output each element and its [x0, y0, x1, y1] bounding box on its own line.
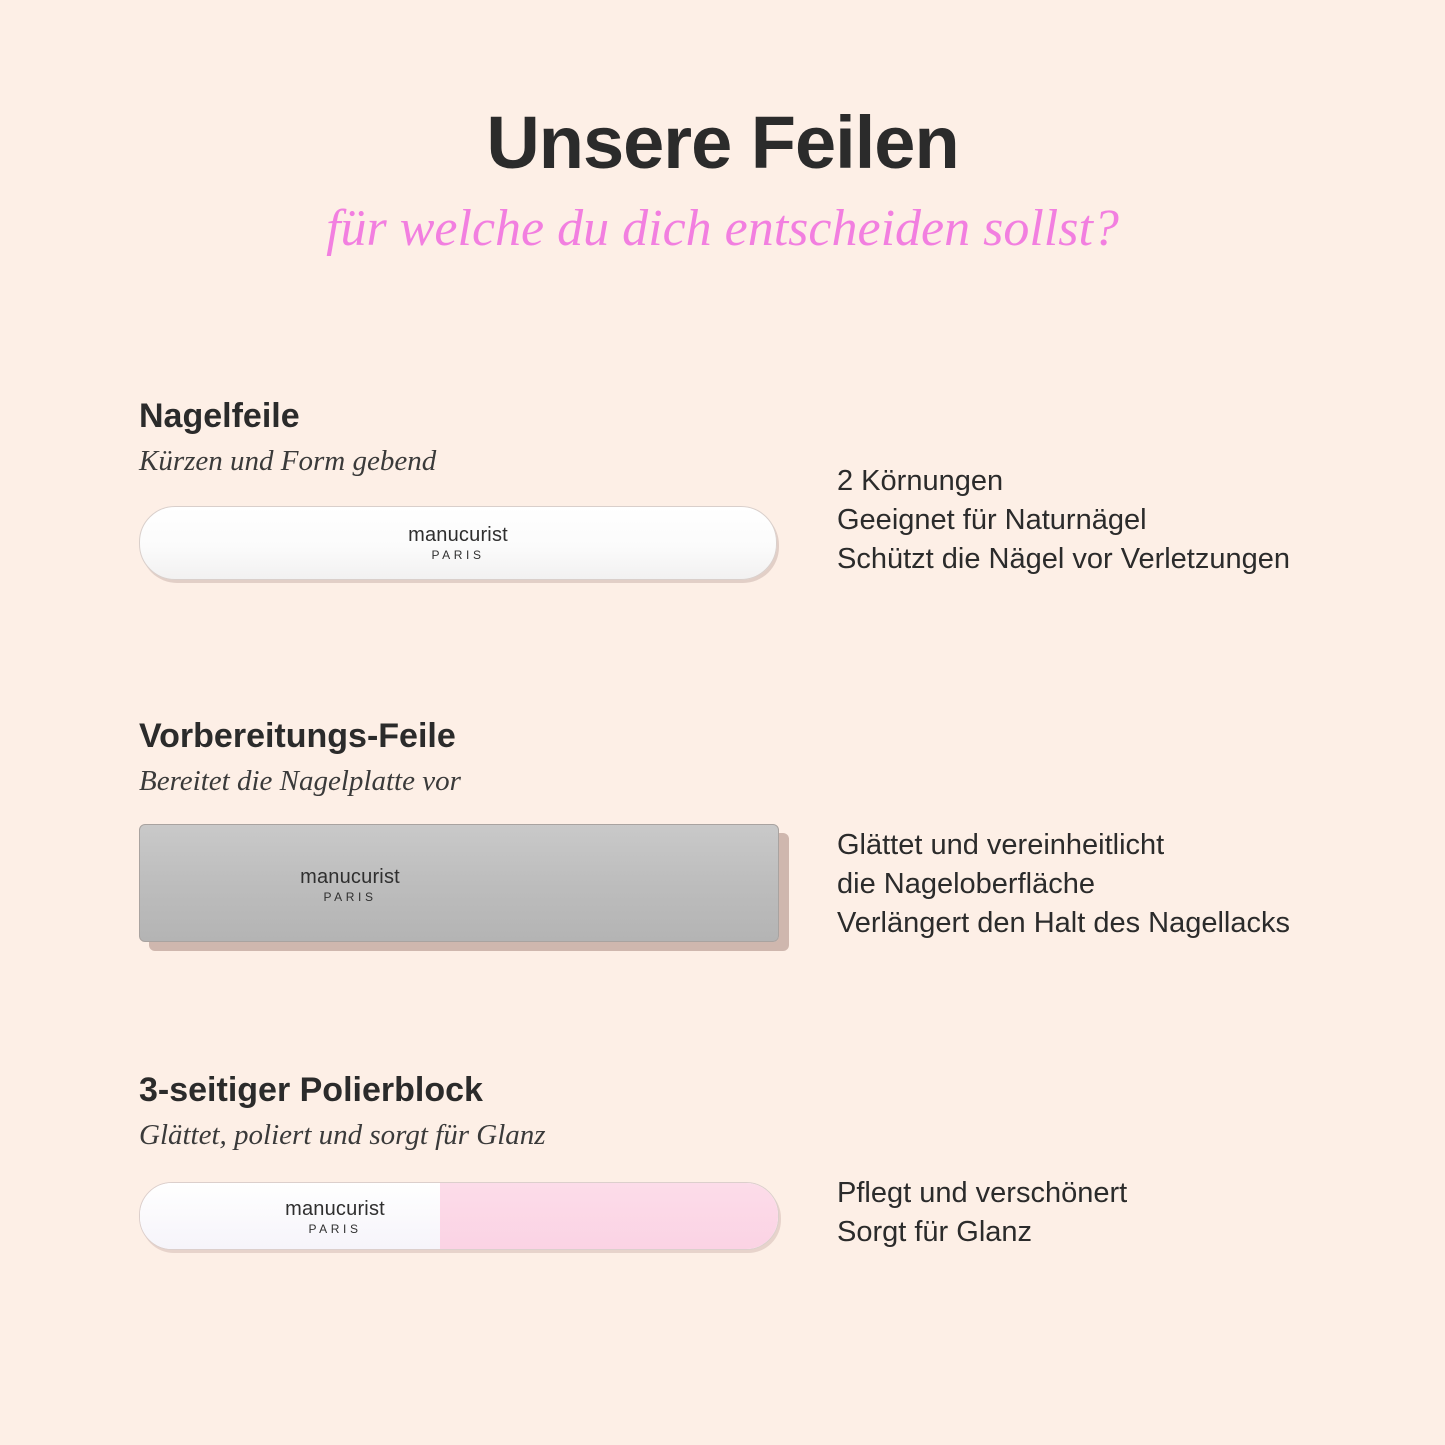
brand-name: manucurist [285, 1198, 385, 1220]
section-1-bullet-2: Geeignet für Naturnägel [837, 503, 1147, 536]
section-3-text [139, 1070, 839, 1153]
brand-city: PARIS [323, 890, 377, 904]
section-2-title: Vorbereitungs-Feile [139, 717, 456, 755]
brand-label [140, 867, 560, 903]
section-1-subtitle: Kürzen und Form gebend [139, 444, 437, 477]
section-3-title: 3-seitiger Polierblock [139, 1071, 483, 1109]
prep-file-body [139, 824, 779, 942]
section-1-text [139, 396, 839, 479]
brand-city: PARIS [308, 1222, 362, 1236]
section-3-bullet-1: Pflegt und verschönert [837, 1177, 1128, 1209]
section-1-bullet-1: 2 Körnungen [837, 465, 1004, 497]
buffer-block-graphic [139, 1182, 779, 1250]
brand-name: manucurist [408, 524, 508, 546]
header [0, 0, 1445, 257]
section-2-bullet-1: Glättet und vereinheitlicht [837, 829, 1165, 861]
page-subtitle: für welche du dich entscheiden sollst? [326, 199, 1119, 257]
section-1-bullet-3: Schützt die Nägel vor Verletzungen [837, 542, 1290, 575]
section-3-bullet-2: Sorgt für Glanz [837, 1215, 1033, 1248]
nail-file-body [139, 506, 777, 580]
section-2-subtitle: Bereitet die Nagelplatte vor [139, 764, 461, 797]
buffer-block-body [139, 1182, 779, 1250]
section-1-title: Nagelfeile [139, 397, 300, 435]
buffer-segment-pink [440, 1183, 778, 1249]
brand-name: manucurist [300, 866, 400, 888]
buffer-segment-white [140, 1183, 440, 1249]
section-2-bullet-2: die Nageloberfläche [837, 867, 1095, 900]
brand-label [140, 525, 776, 561]
section-3-bullets [837, 1174, 1127, 1252]
nail-file-graphic [139, 506, 777, 580]
page-title: Unsere Feilen [486, 101, 959, 184]
prep-file-graphic [139, 824, 779, 942]
section-1-bullets [837, 462, 1290, 579]
section-2-bullets [837, 826, 1290, 943]
section-2-text [139, 716, 839, 799]
section-3-subtitle: Glättet, poliert und sorgt für Glanz [139, 1118, 546, 1151]
section-2-bullet-3: Verlängert den Halt des Nagellacks [837, 906, 1290, 939]
brand-city: PARIS [431, 548, 485, 562]
